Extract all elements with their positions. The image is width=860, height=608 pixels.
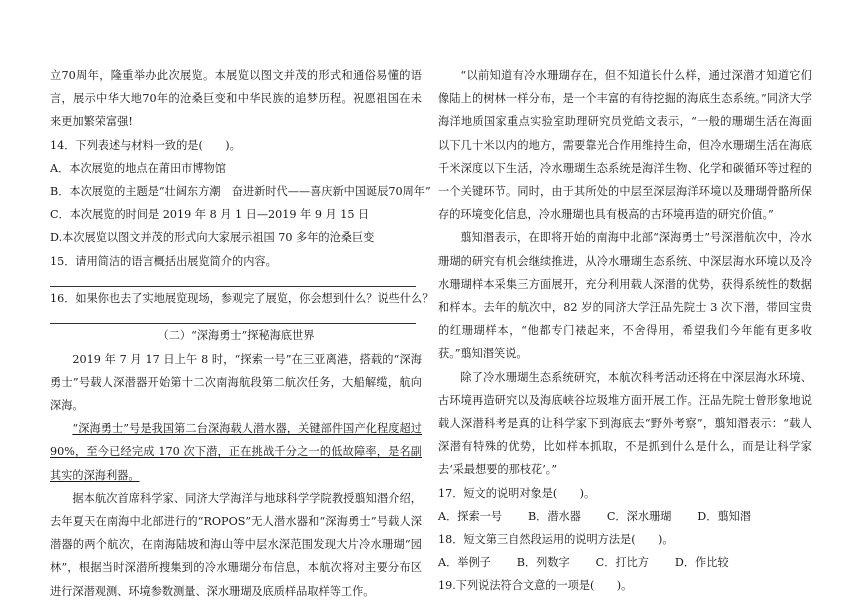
answer-line-16[interactable] — [50, 300, 416, 324]
answer-line-15[interactable] — [50, 263, 416, 287]
question-14-option-a: A．本次展览的地点在莆田市博物馆 — [50, 161, 226, 175]
paragraph-6: 除了冷水珊瑚生态系统研究，本航次科考活动还将在中深层海水环境、古环境再造研究以及海底峡谷垃圾堆方面开展工作。汪品先院士曾形象地说载人深潜科考是真的让科学家下到海底去“野外考察”，翦知湣表示：“载人深潜有特殊的优势，比如样本抓取，不是抓到什么是什么，而是让科学家去‘采最想要的那枝花’。” — [438, 370, 812, 477]
question-19: 19.下列说法符合文意的一项是( )。 — [438, 579, 633, 593]
paragraph-4: “以前知道有冷水珊瑚存在，但不知道长什么样，通过深潜才知道它们像陆上的树林一样分布，是一个丰富的有待挖掘的海底生态系统。”同济大学海洋地质国家重点实验室助理研究员党皓文表示，“一般的珊瑚生活在海面以下几十米以内的地方，需要靠光合作用维持生命，但冷水珊瑚生活在海底千米深度以下生活，冷水珊瑚生态系统是海洋生物、化学和碳循环等过程的一个关键环节。同时，由于其所处的中层至深层海洋环境以及珊瑚骨骼所保存的环境变化信息，冷水珊瑚也具有极高的古环境再造的研究价值。” — [438, 69, 812, 222]
paragraph-1: 2019 年 7 月 17 日上午 8 时，“探索一号”在三亚离港，搭载的“深海勇士”号载人深潜器开始第十二次南海航段第二航次任务，大船解缆，航向深海。 — [50, 352, 422, 413]
question-17-options: A．探索一号 B．潜水器 C．深水珊瑚 D．翦知湣 — [438, 509, 752, 523]
question-14: 14．下列表述与材料一致的是( )。 — [50, 138, 241, 152]
question-14-option-c: C．本次展览的时间是 2019 年 8 月 1 日—2019 年 9 月 15 日 — [50, 208, 370, 222]
question-16: 16．如果你也去了实地展览现场，参观完了展览，你会想到什么？说些什么？ — [50, 292, 434, 306]
paragraph-5: 翦知湣表示，在即将开始的南海中北部“深海勇士”号深潜航次中，冷水珊瑚的研究有机会继续推进，从冷水珊瑚生态系统、中深层海水环境以及冷水珊瑚样本采集三方面展开，充分利用载人深潜的优势，获得系统性的数据和样本。去年的航次中，82 岁的同济大学汪品先院士 3 次下潜，带回宝贵的红珊瑚样本，“他都专门裱起来，不舍得用，希望我们今年能有更多收获。”翦知湣笑说。 — [438, 231, 812, 361]
left-column — [50, 64, 434, 603]
paragraph-3: 据本航次首席科学家、同济大学海洋与地球科学学院教授翦知湣介绍，去年夏天在南海中北部进行的“ROPOS”无人潜水器和“深海勇士”号载人深潜器的两个航次，在南海陆坡和海山等中层水深范围发现大片冷水珊瑚“园林”，根据当时深潜所搜集到的冷水珊瑚分布信息，本航次将对主要分布区进行深潜观测、环境参数测量、深水珊瑚及底质样品取样等工作。 — [50, 491, 422, 598]
paragraph-2-underlined: “深海勇士”号是我国第二台深海载人潜水器，关键部件国产化程度超过 90%，至今已经完成 170 次下潜，正在挑战千分之一的低故障率，是名副其实的深海利器。 — [50, 422, 422, 482]
right-column — [438, 64, 812, 598]
question-18: 18．短文第三自然段运用的说明方法是( )。 — [438, 533, 674, 547]
question-15: 15．请用简洁的语言概括出展览简介的内容。 — [50, 254, 277, 268]
intro-paragraph: 立70周年，隆重举办此次展览。本展览以图文并茂的形式和通俗易懂的语言，展示中华大地70年的沧桑巨变和中华民族的追梦历程。祝愿祖国在未来更加繁荣富强! — [50, 69, 422, 129]
question-14-option-b: B．本次展览的主题是“壮阔东方潮 奋进新时代——喜庆新中国诞辰70周年” — [50, 185, 431, 199]
question-18-options: A．举例子 B．列数字 C．打比方 D．作比较 — [438, 556, 729, 570]
section-title: （二）“深海勇士”探秘海底世界 — [157, 329, 315, 343]
question-17: 17．短文的说明对象是( )。 — [438, 486, 596, 500]
question-14-option-d: D.本次展览以图文并茂的形式向大家展示祖国 70 多年的沧桑巨变 — [50, 231, 375, 245]
